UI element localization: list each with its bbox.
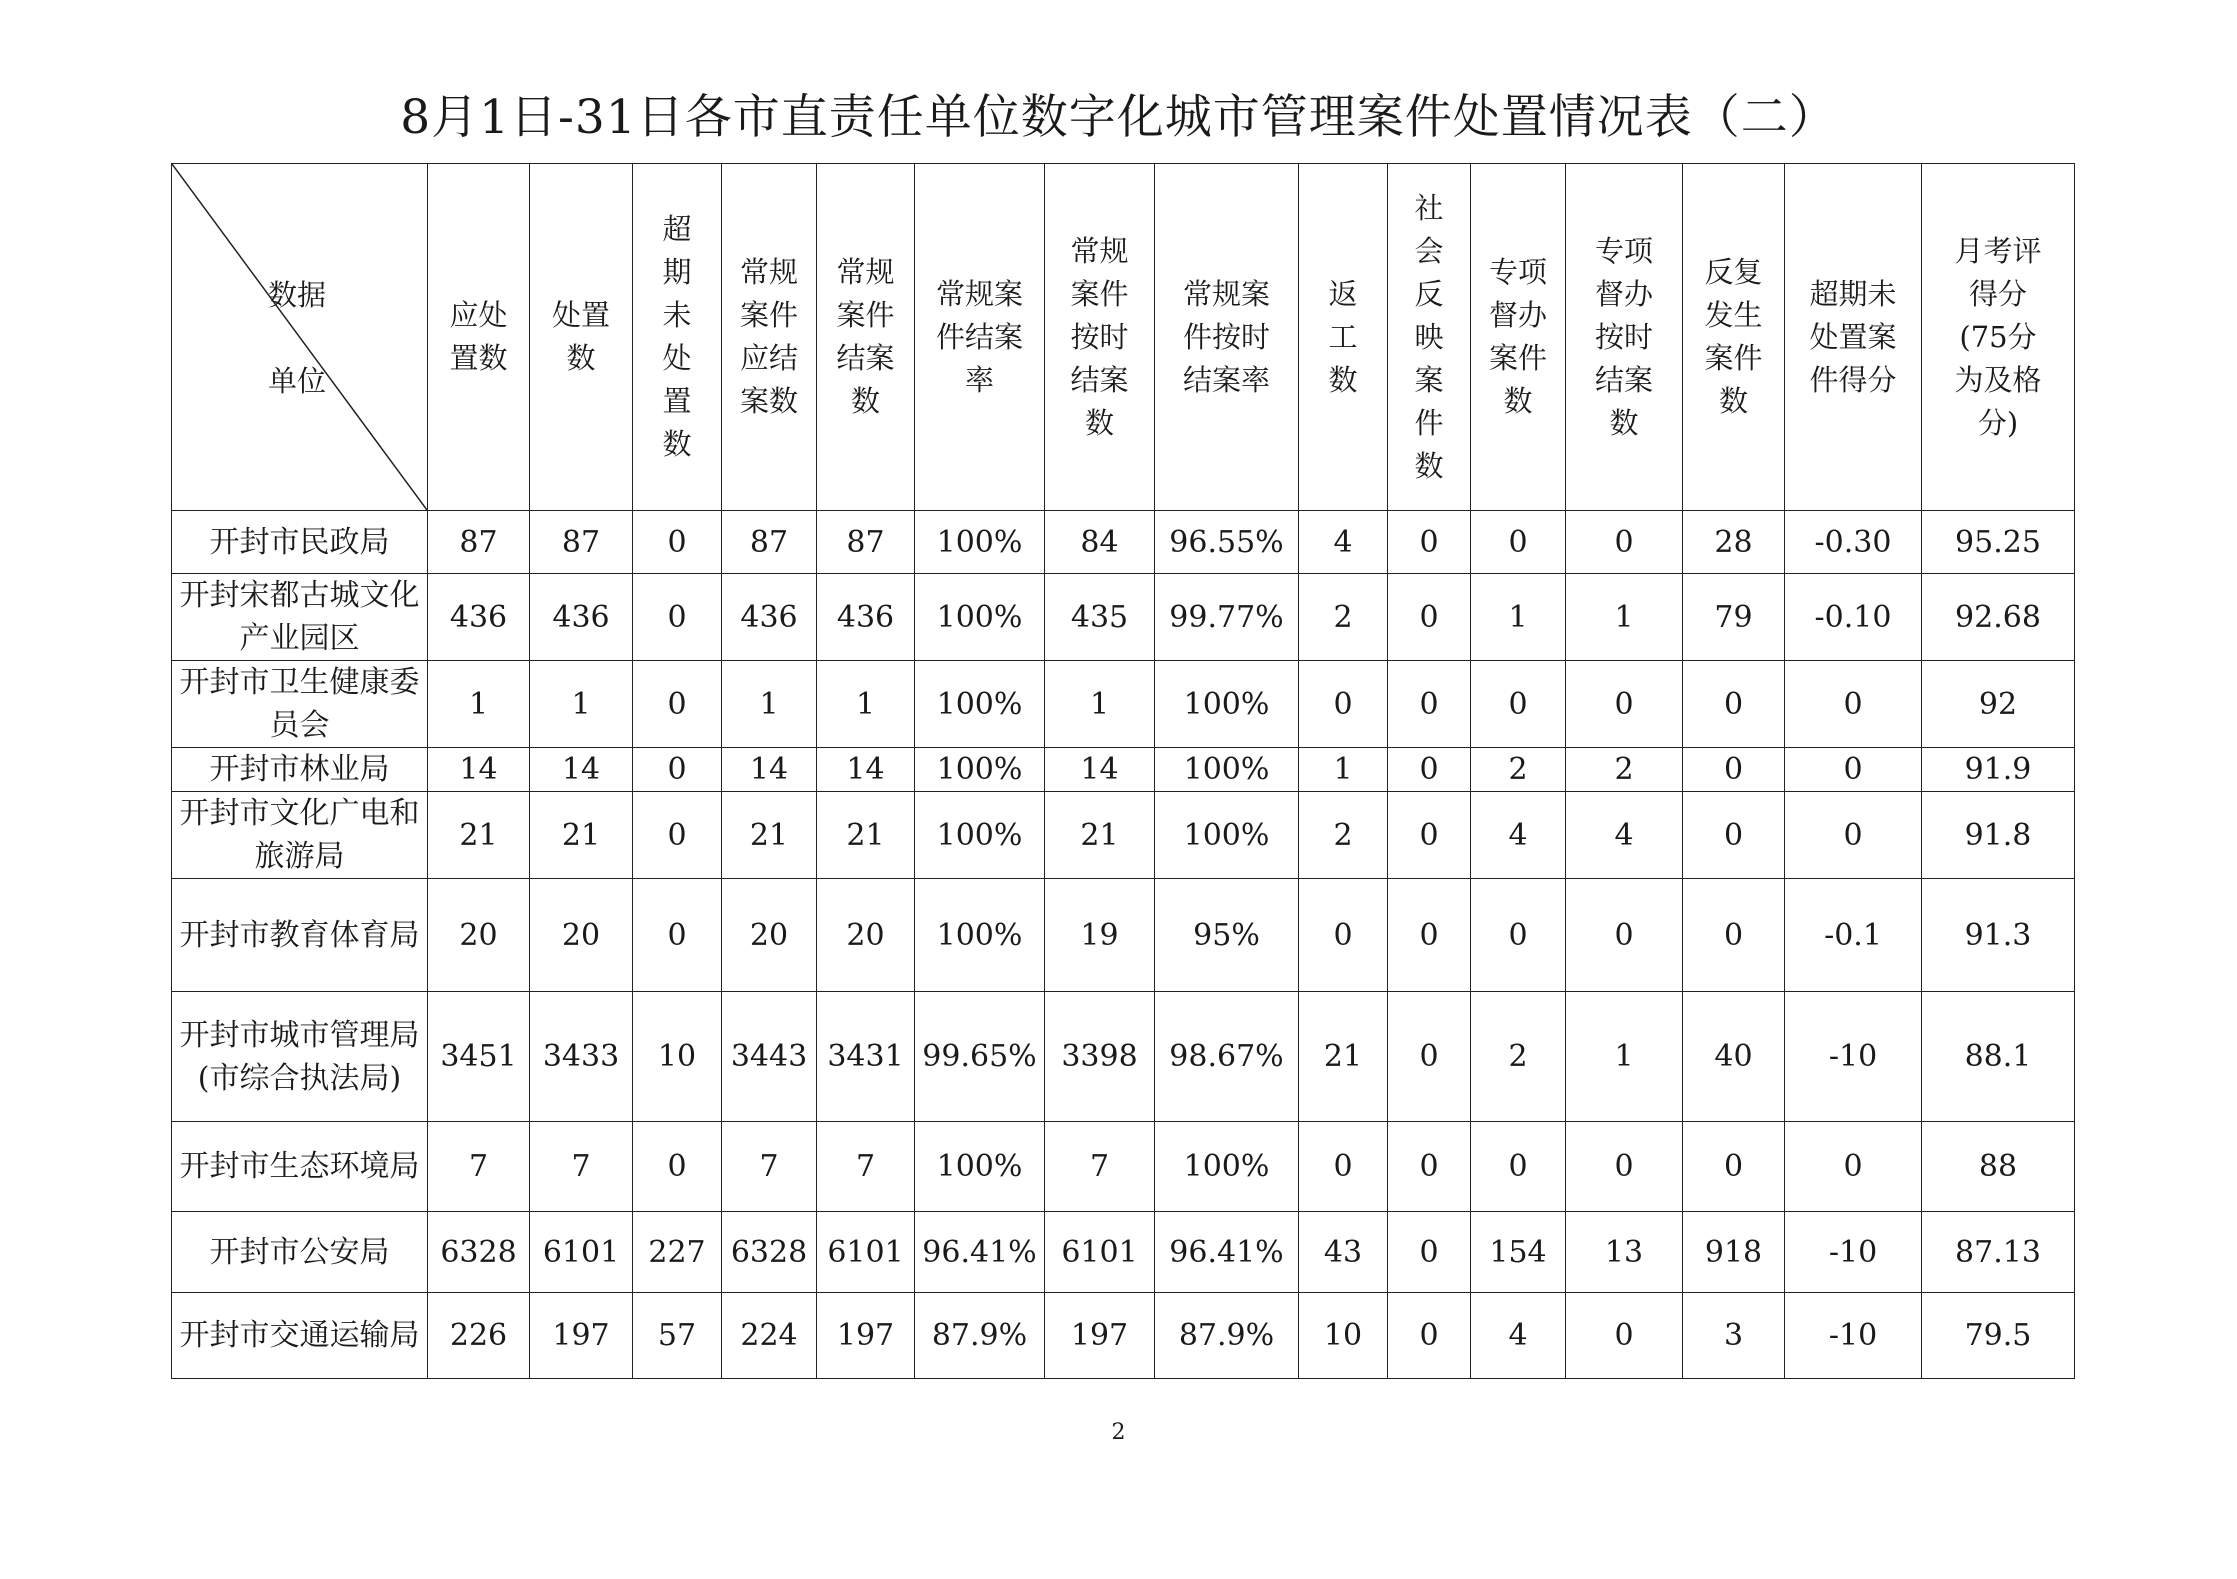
data-cell: 0 [1566, 879, 1683, 992]
data-cell: 0 [1566, 511, 1683, 574]
column-header: 月考评得分(75分为及格分) [1922, 164, 2075, 511]
data-cell: 2 [1566, 748, 1683, 792]
data-cell: 79.5 [1922, 1293, 2075, 1379]
data-cell: 91.9 [1922, 748, 2075, 792]
header-row [172, 164, 2075, 511]
data-cell: 88 [1922, 1122, 2075, 1212]
data-cell: 3 [1683, 1293, 1785, 1379]
data-cell: 96.55% [1155, 511, 1299, 574]
data-cell: 57 [633, 1293, 722, 1379]
table-row [172, 748, 2075, 792]
unit-name-cell: 开封市文化广电和旅游局 [172, 792, 428, 879]
data-cell: 14 [530, 748, 633, 792]
data-cell: 0 [633, 511, 722, 574]
data-cell: 96.41% [1155, 1212, 1299, 1293]
data-cell: 14 [817, 748, 915, 792]
corner-unit-label: 单位 [268, 364, 327, 398]
data-cell: 0 [1566, 661, 1683, 748]
data-cell: 92.68 [1922, 574, 2075, 661]
data-cell: 7 [1045, 1122, 1155, 1212]
data-cell: 91.8 [1922, 792, 2075, 879]
data-cell: 0 [1683, 879, 1785, 992]
data-cell: 2 [1471, 992, 1566, 1122]
table-row [172, 1122, 2075, 1212]
data-cell: 96.41% [915, 1212, 1045, 1293]
table-row [172, 792, 2075, 879]
data-cell: 0 [1785, 661, 1922, 748]
unit-name-cell: 开封市民政局 [172, 511, 428, 574]
data-cell: 3451 [428, 992, 530, 1122]
data-cell: 0 [1388, 511, 1471, 574]
data-cell: 14 [722, 748, 817, 792]
data-cell: 0 [1785, 792, 1922, 879]
data-cell: 87 [530, 511, 633, 574]
data-cell: 91.3 [1922, 879, 2075, 992]
data-cell: 92 [1922, 661, 2075, 748]
column-header: 专项督办按时结案数 [1566, 164, 1683, 511]
data-cell: 1 [1566, 574, 1683, 661]
data-cell: 21 [817, 792, 915, 879]
data-cell: -10 [1785, 1293, 1922, 1379]
data-cell: 19 [1045, 879, 1155, 992]
data-cell: 100% [915, 661, 1045, 748]
data-cell: 21 [1299, 992, 1388, 1122]
unit-name-cell: 开封市生态环境局 [172, 1122, 428, 1212]
data-cell: 0 [1388, 792, 1471, 879]
data-cell: 3443 [722, 992, 817, 1122]
data-cell: 0 [633, 748, 722, 792]
data-cell: 0 [633, 792, 722, 879]
data-cell: 226 [428, 1293, 530, 1379]
column-header: 常规案件结案数 [817, 164, 915, 511]
data-cell: 100% [1155, 1122, 1299, 1212]
data-cell: -0.10 [1785, 574, 1922, 661]
data-cell: 0 [1785, 1122, 1922, 1212]
table-row [172, 1293, 2075, 1379]
data-cell: 6101 [1045, 1212, 1155, 1293]
data-cell: 20 [722, 879, 817, 992]
data-cell: -0.30 [1785, 511, 1922, 574]
data-cell: 1 [530, 661, 633, 748]
data-cell: 0 [1388, 1122, 1471, 1212]
column-header: 常规案件应结案数 [722, 164, 817, 511]
table-row [172, 574, 2075, 661]
diagonal-line [172, 164, 427, 510]
data-cell: 2 [1299, 574, 1388, 661]
data-cell: 0 [1785, 748, 1922, 792]
data-cell: 0 [1683, 1122, 1785, 1212]
data-cell: 0 [1471, 879, 1566, 992]
data-cell: 6101 [530, 1212, 633, 1293]
data-cell: -10 [1785, 1212, 1922, 1293]
data-cell: 1 [722, 661, 817, 748]
case-table [171, 163, 2075, 1379]
data-cell: 0 [633, 574, 722, 661]
data-cell: 0 [1299, 879, 1388, 992]
data-cell: 87.9% [1155, 1293, 1299, 1379]
data-cell: 0 [1471, 511, 1566, 574]
data-cell: 0 [1388, 661, 1471, 748]
unit-name-cell: 开封市交通运输局 [172, 1293, 428, 1379]
data-cell: 0 [633, 1122, 722, 1212]
data-cell: 3433 [530, 992, 633, 1122]
data-cell: 0 [1388, 992, 1471, 1122]
data-cell: 1 [1045, 661, 1155, 748]
data-cell: 100% [1155, 748, 1299, 792]
data-cell: 7 [722, 1122, 817, 1212]
data-cell: 197 [1045, 1293, 1155, 1379]
unit-name-cell: 开封市公安局 [172, 1212, 428, 1293]
column-header: 超期未处置数 [633, 164, 722, 511]
column-header: 返工数 [1299, 164, 1388, 511]
column-header: 专项督办案件数 [1471, 164, 1566, 511]
table-row [172, 879, 2075, 992]
data-cell: 0 [1471, 661, 1566, 748]
column-header: 处置数 [530, 164, 633, 511]
data-cell: 13 [1566, 1212, 1683, 1293]
table-row [172, 661, 2075, 748]
data-cell: 197 [530, 1293, 633, 1379]
unit-name-cell: 开封市卫生健康委员会 [172, 661, 428, 748]
data-cell: 0 [633, 879, 722, 992]
unit-name-cell: 开封宋都古城文化产业园区 [172, 574, 428, 661]
data-cell: 43 [1299, 1212, 1388, 1293]
data-cell: 224 [722, 1293, 817, 1379]
data-cell: 21 [530, 792, 633, 879]
data-cell: 227 [633, 1212, 722, 1293]
column-header: 社会反映案件数 [1388, 164, 1471, 511]
data-cell: 100% [915, 511, 1045, 574]
data-cell: 28 [1683, 511, 1785, 574]
data-cell: 0 [1388, 574, 1471, 661]
data-cell: 154 [1471, 1212, 1566, 1293]
data-cell: 6328 [428, 1212, 530, 1293]
data-cell: 88.1 [1922, 992, 2075, 1122]
data-cell: 4 [1299, 511, 1388, 574]
data-cell: 2 [1471, 748, 1566, 792]
data-cell: 100% [915, 879, 1045, 992]
data-cell: 1 [817, 661, 915, 748]
data-cell: 14 [428, 748, 530, 792]
data-cell: 100% [915, 792, 1045, 879]
data-cell: 3431 [817, 992, 915, 1122]
data-cell: 99.77% [1155, 574, 1299, 661]
table-row [172, 511, 2075, 574]
unit-name-cell: 开封市教育体育局 [172, 879, 428, 992]
column-header: 常规案件按时结案率 [1155, 164, 1299, 511]
data-cell: 20 [817, 879, 915, 992]
column-header: 常规案件按时结案数 [1045, 164, 1155, 511]
data-cell: 10 [633, 992, 722, 1122]
data-cell: 6101 [817, 1212, 915, 1293]
data-cell: 14 [1045, 748, 1155, 792]
data-cell: 1 [1471, 574, 1566, 661]
data-cell: 0 [633, 661, 722, 748]
data-cell: -0.1 [1785, 879, 1922, 992]
data-cell: 0 [1388, 1212, 1471, 1293]
corner-data-label: 数据 [268, 278, 327, 312]
data-cell: 1 [1566, 992, 1683, 1122]
column-header: 反复发生案件数 [1683, 164, 1785, 511]
data-cell: 6328 [722, 1212, 817, 1293]
unit-name-cell: 开封市林业局 [172, 748, 428, 792]
data-cell: 79 [1683, 574, 1785, 661]
data-cell: 436 [817, 574, 915, 661]
column-header: 常规案件结案率 [915, 164, 1045, 511]
data-cell: 1 [1299, 748, 1388, 792]
data-cell: 0 [1299, 661, 1388, 748]
data-cell: 100% [915, 748, 1045, 792]
corner-header-cell [172, 164, 428, 511]
data-cell: 95.25 [1922, 511, 2075, 574]
data-cell: 40 [1683, 992, 1785, 1122]
data-cell: 95% [1155, 879, 1299, 992]
data-cell: 1 [428, 661, 530, 748]
data-cell: 7 [817, 1122, 915, 1212]
data-cell: 7 [428, 1122, 530, 1212]
data-cell: 436 [722, 574, 817, 661]
data-cell: 87 [722, 511, 817, 574]
data-cell: 21 [1045, 792, 1155, 879]
data-cell: 87.9% [915, 1293, 1045, 1379]
data-cell: 21 [722, 792, 817, 879]
data-cell: 197 [817, 1293, 915, 1379]
data-cell: 100% [915, 1122, 1045, 1212]
data-cell: 4 [1566, 792, 1683, 879]
data-cell: 4 [1471, 1293, 1566, 1379]
column-header: 超期未处置案件得分 [1785, 164, 1922, 511]
data-cell: 436 [530, 574, 633, 661]
data-cell: 435 [1045, 574, 1155, 661]
data-cell: 87 [817, 511, 915, 574]
data-cell: 98.67% [1155, 992, 1299, 1122]
data-cell: 0 [1683, 661, 1785, 748]
data-cell: 0 [1566, 1122, 1683, 1212]
page-title: 8月1日-31日各市直责任单位数字化城市管理案件处置情况表（二） [400, 90, 1837, 145]
data-cell: 84 [1045, 511, 1155, 574]
data-cell: 21 [428, 792, 530, 879]
data-cell: 0 [1388, 1293, 1471, 1379]
data-cell: 20 [428, 879, 530, 992]
data-cell: 99.65% [915, 992, 1045, 1122]
data-cell: 0 [1388, 879, 1471, 992]
data-cell: 20 [530, 879, 633, 992]
data-cell: 3398 [1045, 992, 1155, 1122]
data-cell: 100% [915, 574, 1045, 661]
data-cell: 0 [1299, 1122, 1388, 1212]
data-cell: -10 [1785, 992, 1922, 1122]
data-cell: 7 [530, 1122, 633, 1212]
data-cell: 100% [1155, 792, 1299, 879]
data-cell: 87.13 [1922, 1212, 2075, 1293]
data-cell: 100% [1155, 661, 1299, 748]
data-cell: 918 [1683, 1212, 1785, 1293]
data-cell: 10 [1299, 1293, 1388, 1379]
data-cell: 0 [1683, 792, 1785, 879]
data-cell: 87 [428, 511, 530, 574]
table-row [172, 992, 2075, 1122]
unit-name-cell: 开封市城市管理局(市综合执法局) [172, 992, 428, 1122]
data-cell: 0 [1683, 748, 1785, 792]
data-cell: 4 [1471, 792, 1566, 879]
data-cell: 436 [428, 574, 530, 661]
data-cell: 2 [1299, 792, 1388, 879]
page-number: 2 [1111, 1420, 1126, 1445]
data-cell: 0 [1388, 748, 1471, 792]
table-row [172, 1212, 2075, 1293]
data-cell: 0 [1566, 1293, 1683, 1379]
data-cell: 0 [1471, 1122, 1566, 1212]
column-header: 应处置数 [428, 164, 530, 511]
